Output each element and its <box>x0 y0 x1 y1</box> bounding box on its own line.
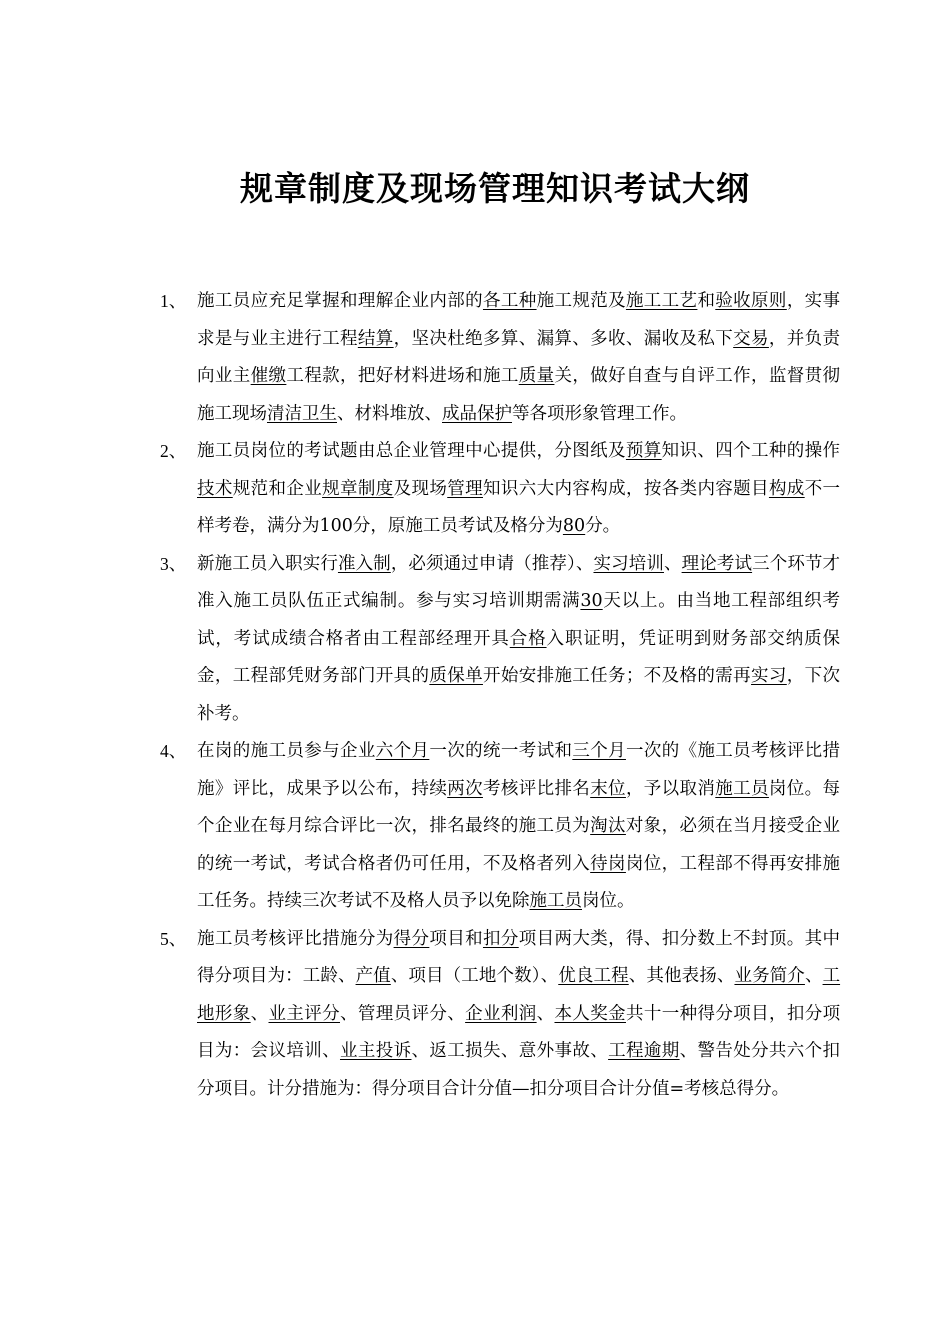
text-segment: 一次的统一考试和 <box>429 741 573 761</box>
text-segment: 、 <box>250 1003 269 1024</box>
underlined-term: 验收原则 <box>715 291 787 311</box>
underlined-term: 施工员 <box>529 891 582 911</box>
text-segment: ，必须通过申请（推荐）、 <box>390 553 594 574</box>
text-segment: 规范和企业 <box>232 478 323 499</box>
underlined-term: 六个月 <box>375 741 430 761</box>
underlined-term: 构成 <box>768 478 805 499</box>
text-segment: 、返工损失、意外事故、 <box>411 1041 609 1061</box>
text-segment: 等各项形象管理工作。 <box>512 403 687 424</box>
text-segment: 岗位，工程部不得再安排施工任务。持续三次考试不及格人员予以免除 <box>197 853 841 911</box>
text-segment: 入职证明，凭证明到财务部交纳质保金，工程部凭财务部门开具的 <box>197 628 841 686</box>
underlined-term: 产值 <box>355 966 391 986</box>
text-segment: ，下次补考。 <box>197 666 841 724</box>
text-segment: 知识六大内容构成，按各类内容题目 <box>482 478 769 499</box>
underlined-term: 业务简介 <box>734 966 805 986</box>
underlined-term: 施工工艺 <box>625 291 698 311</box>
text-segment: 施工员考核评比措施分为 <box>197 928 394 949</box>
underlined-term: 两次 <box>447 778 483 799</box>
text-segment: 三个环节才准入施工员队伍正式编制。参与实习培训期需满 <box>197 553 841 611</box>
text-segment: 岗位。每个企业在每月综合评比一次，排名最终的施工员为 <box>197 778 841 836</box>
text-segment: 考核评比排名 <box>482 778 591 799</box>
text-segment: 、 <box>536 1003 555 1024</box>
underlined-term: 预算 <box>625 441 662 461</box>
text-segment: 知识、四个工种的操作 <box>661 441 841 461</box>
underlined-term: 实习 <box>751 666 787 686</box>
text-segment: 岗位。 <box>582 891 635 911</box>
outline-item-4 <box>160 733 840 921</box>
underlined-term: 末位 <box>590 778 626 799</box>
underlined-term: 质量 <box>518 366 555 386</box>
underlined-term: 实习培训 <box>593 553 664 574</box>
underlined-term: 技术 <box>197 478 233 499</box>
text-segment: 及现场 <box>393 478 448 499</box>
outline-item-5 <box>160 921 840 1109</box>
underlined-term: 扣分 <box>482 928 519 949</box>
text-segment: 和 <box>697 291 716 311</box>
outline-item-3 <box>160 546 840 734</box>
text-segment: 不一样考卷，满分为100分，原施工员考试及格分为 <box>197 478 841 536</box>
text-segment: 分。 <box>585 516 621 536</box>
text-segment: 施工员岗位的考试题由总企业管理中心提供，分图纸及 <box>197 441 626 461</box>
underlined-term: 催缴 <box>250 366 287 386</box>
underlined-term: 合格 <box>509 628 547 649</box>
underlined-term: 业主评分 <box>268 1003 340 1024</box>
underlined-term: 质保单 <box>429 666 483 686</box>
underlined-term: 结算 <box>357 328 394 349</box>
item-number: 2、 <box>160 441 187 461</box>
item-number: 4、 <box>160 741 187 761</box>
text-segment: ，实事求是与业主进行工程 <box>197 291 841 349</box>
text-segment: 关，做好自查与自评工作，监督贯彻施工现场 <box>197 366 841 424</box>
document-title: 规章制度及现场管理知识考试大纲 <box>240 169 750 208</box>
text-segment: 、 <box>804 966 823 986</box>
text-segment: 施工员应充足掌握和理解企业内部的 <box>197 291 483 311</box>
outline-list <box>160 283 840 1108</box>
underlined-term: 80 <box>562 516 586 536</box>
outline-item-2 <box>160 433 840 546</box>
text-segment: 施工规范及 <box>536 291 626 311</box>
text-segment: 、材料堆放、 <box>337 403 442 424</box>
item-number: 3、 <box>160 553 187 574</box>
underlined-term: 管理 <box>447 478 483 499</box>
underlined-term: 本人奖金 <box>554 1003 626 1024</box>
text-segment: 对象，必须在当月接受企业的统一考试，考试合格者仍可任用，不及格者列入 <box>197 816 841 874</box>
text-segment: 项目和 <box>429 928 483 949</box>
underlined-term: 规章制度 <box>322 478 394 499</box>
text-segment: 共十一种得分项目，扣分项目为：会议培训、 <box>197 1003 841 1061</box>
underlined-term: 优良工程 <box>558 966 629 986</box>
text-segment: 、警告处分共六个扣分项目。计分措施为：得分项目合计分值—扣分项目合计分值=考核总得分。 <box>197 1041 841 1099</box>
item-number: 5、 <box>160 928 187 949</box>
underlined-term: 企业利润 <box>465 1003 537 1024</box>
text-segment: 、其他表扬、 <box>628 966 735 986</box>
text-segment: 工程款，把好材料进场和施工 <box>286 366 519 386</box>
text-segment: 在岗的施工员参与企业 <box>197 741 376 761</box>
text-segment: ，坚决杜绝多算、漏算、多收、漏收及私下 <box>393 328 734 349</box>
underlined-term: 淘汰 <box>590 816 626 836</box>
underlined-term: 待岗 <box>590 853 626 874</box>
underlined-term: 清洁卫生 <box>267 403 337 424</box>
underlined-term: 准入制 <box>337 553 391 574</box>
text-segment: 天以上。由当地工程部组织考试，考试成绩合格者由工程部经理开具 <box>197 591 841 649</box>
text-segment: 项目两大类，得、扣分数上不封顶。其中得分项目为：工龄、 <box>197 928 841 986</box>
underlined-term: 三个月 <box>572 741 626 761</box>
underlined-term: 业主投诉 <box>339 1041 412 1061</box>
underlined-term: 理论考试 <box>681 553 753 574</box>
text-segment: ，并负责向业主 <box>197 328 841 386</box>
underlined-term: 成品保护 <box>442 403 512 424</box>
underlined-term: 30 <box>580 591 603 611</box>
text-segment: 、 <box>663 553 682 574</box>
underlined-term: 各工种 <box>482 291 537 311</box>
text-segment: ，予以取消 <box>625 778 716 799</box>
text-segment: 一次的《施工员考核评比措施》评比，成果予以公布，持续 <box>197 741 841 799</box>
underlined-term: 工地形象 <box>197 966 841 1024</box>
text-segment: 、管理员评分、 <box>340 1003 466 1024</box>
underlined-term: 施工员 <box>715 778 769 799</box>
underlined-term: 交易 <box>733 328 769 349</box>
text-segment: 、项目（工地个数）、 <box>390 966 559 986</box>
underlined-term: 工程逾期 <box>608 1041 680 1061</box>
text-segment: 开始安排施工任务；不及格的需再 <box>482 666 752 686</box>
outline-item-1 <box>160 283 840 433</box>
underlined-term: 得分 <box>393 928 430 949</box>
item-number: 1、 <box>160 291 187 311</box>
text-segment: 新施工员入职实行 <box>197 553 338 574</box>
